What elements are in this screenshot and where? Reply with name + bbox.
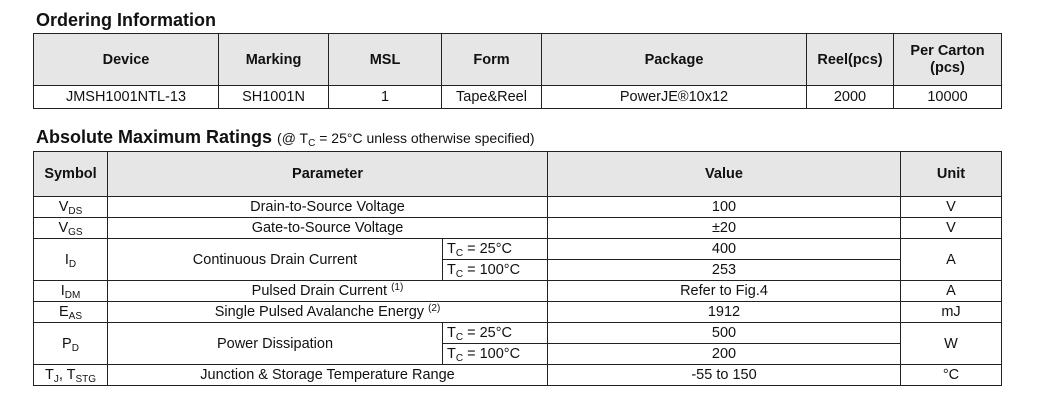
value-cell: 100 xyxy=(548,197,901,218)
header-msl: MSL xyxy=(329,34,442,86)
symbol-cell: $V_{GS}$ xyxy=(34,218,108,239)
rating-row-idm xyxy=(34,281,1002,302)
ratings-header-row xyxy=(34,152,1002,197)
rating-row-eas xyxy=(34,302,1002,323)
ratings-condition-note: (@ $T_C = 25^\circ C$ unless otherwise specified) xyxy=(277,130,535,149)
value-cell: 200 xyxy=(548,344,901,365)
parameter-cell: Continuous Drain Current xyxy=(108,239,443,281)
parameter-cell: Pulsed Drain Current $^{(1)}$ xyxy=(108,281,548,302)
header-marking: Marking xyxy=(219,34,329,86)
header-device: Device xyxy=(34,34,219,86)
rating-row-vgs xyxy=(34,218,1002,239)
unit-cell: W xyxy=(901,323,1002,365)
marking-value: SH1001N xyxy=(219,86,329,109)
symbol-cell: $I_D$ xyxy=(34,239,108,281)
parameter-cell: Junction & Storage Temperature Range xyxy=(108,365,548,386)
form-value: Tape&Reel xyxy=(442,86,542,109)
ordering-title: Ordering Information xyxy=(36,10,216,30)
msl-value: 1 xyxy=(329,86,442,109)
condition-cell: $T_C = 100^\circ C$ xyxy=(443,260,548,281)
unit-cell: mJ xyxy=(901,302,1002,323)
parameter-cell: Drain-to-Source Voltage xyxy=(108,197,548,218)
symbol-cell: $E_{AS}$ xyxy=(34,302,108,323)
value-cell: 500 xyxy=(548,323,901,344)
header-reel: Reel(pcs) xyxy=(807,34,894,86)
rating-row-pd xyxy=(34,323,1002,344)
value-cell: 1912 xyxy=(548,302,901,323)
parameter-cell: Power Dissipation xyxy=(108,323,443,365)
value-cell: -55 to 150 xyxy=(548,365,901,386)
header-unit: Unit xyxy=(901,152,1002,197)
carton-value: 10000 xyxy=(894,86,1002,109)
ordering-header-row xyxy=(34,34,1002,86)
condition-cell: $T_C = 25^\circ C$ xyxy=(443,239,548,260)
header-value: Value xyxy=(548,152,901,197)
condition-cell: $T_C = 100^\circ C$ xyxy=(443,344,548,365)
value-cell: ±20 xyxy=(548,218,901,239)
unit-cell: V xyxy=(901,197,1002,218)
condition-cell: $T_C = 25^\circ C$ xyxy=(443,323,548,344)
symbol-cell: $T_J$, $T_{STG}$ xyxy=(34,365,108,386)
value-cell: Refer to Fig.4 xyxy=(548,281,901,302)
value-cell: 253 xyxy=(548,260,901,281)
symbol-cell: $I_{DM}$ xyxy=(34,281,108,302)
header-per-carton: Per Carton (pcs) xyxy=(894,34,1002,86)
rating-row-id xyxy=(34,239,1002,260)
parameter-cell: Gate-to-Source Voltage xyxy=(108,218,548,239)
unit-cell: V xyxy=(901,218,1002,239)
value-cell: 400 xyxy=(548,239,901,260)
ordering-table xyxy=(33,33,1002,109)
rating-row-tj-tstg xyxy=(34,365,1002,386)
reel-value: 2000 xyxy=(807,86,894,109)
symbol-cell: $V_{DS}$ xyxy=(34,197,108,218)
unit-cell: A xyxy=(901,239,1002,281)
rating-row-vds xyxy=(34,197,1002,218)
symbol-cell: $P_D$ xyxy=(34,323,108,365)
unit-cell: °C xyxy=(901,365,1002,386)
unit-cell: A xyxy=(901,281,1002,302)
package-value: PowerJE®10x12 xyxy=(542,86,807,109)
ratings-table xyxy=(33,151,1002,386)
parameter-cell: Single Pulsed Avalanche Energy $^{(2)}$ xyxy=(108,302,548,323)
ratings-title xyxy=(36,127,535,148)
header-symbol: Symbol xyxy=(34,152,108,197)
header-package: Package xyxy=(542,34,807,86)
ratings-title-text: Absolute Maximum Ratings xyxy=(36,127,273,147)
header-form: Form xyxy=(442,34,542,86)
device-value: JMSH1001NTL-13 xyxy=(34,86,219,109)
header-parameter: Parameter xyxy=(108,152,548,197)
ordering-row xyxy=(34,86,1002,109)
